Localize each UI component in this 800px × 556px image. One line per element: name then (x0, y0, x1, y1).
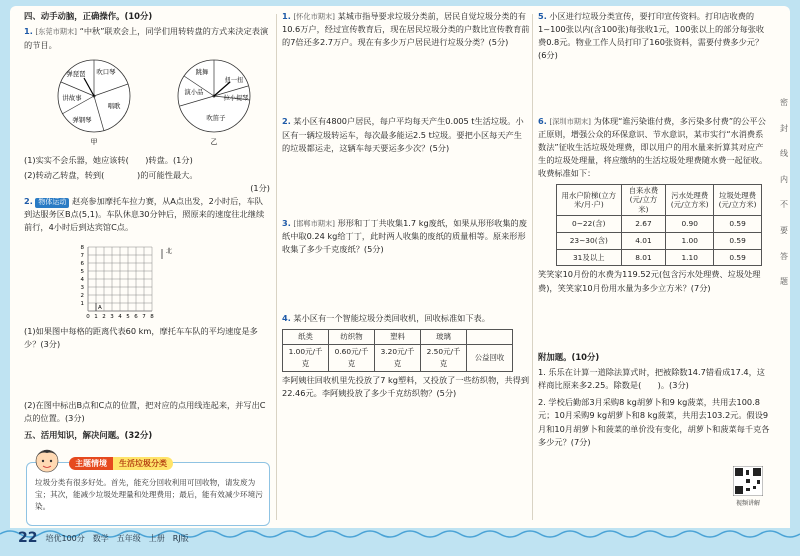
table-cell: 1.00元/千克 (283, 345, 329, 372)
wheel-jia (58, 60, 130, 146)
x-tick-label: 4 (118, 313, 122, 319)
q4-1-sub2: (2)转动乙转盘，转到( )的可能性最大。 (24, 169, 198, 180)
table-row: 31及以上 8.01 1.10 0.59 (557, 249, 762, 266)
table-row: 0~22(含) 2.67 0.90 0.59 (557, 215, 762, 232)
section5-title: 五、活用知识，解决问题。(32分) (24, 430, 153, 441)
q4-2-sub2: (2)在图中标出B点和C点的位置，把对应的点用线连起来，并写出C点的位置。(3分) (24, 399, 266, 424)
column-middle (282, 10, 530, 400)
y-tick-label: 5 (80, 268, 84, 275)
wheel1-caption: 甲 (90, 137, 98, 146)
y-tick-label: 4 (80, 276, 84, 283)
wheel1-label: 讲故事 (62, 93, 82, 102)
page-footer (18, 530, 189, 546)
wheel2-label: 跳舞 (195, 67, 209, 76)
extra-title: 附加题。(10分) (538, 351, 600, 362)
column-divider (532, 14, 533, 520)
coordinate-grid (24, 239, 270, 319)
x-tick-label: 6 (134, 313, 138, 319)
column-left (24, 10, 270, 445)
q5-6-tail: 笑笑家10月份的水费为119.52元(包含污水处理费、垃圾处理费)，笑笑家10月份用水量为多少立方米？(7分) (538, 269, 761, 293)
book-title: 培优100分 数学 五年级 上册 RJ版 (45, 533, 189, 543)
topic-box (26, 458, 270, 526)
x-tick-label: 5 (126, 313, 130, 319)
wheel2-label: 吹笛子 (206, 113, 226, 122)
wheel2-label: 演小品 (184, 87, 204, 96)
y-tick-label: 6 (80, 260, 84, 267)
table-cell: 3.20元/千克 (375, 345, 421, 372)
x-tick-label: 0 (86, 313, 90, 319)
question-5-4: 4. 某小区有一个智能垃圾分类回收机，回收标准如下表。 (282, 313, 490, 324)
wheel1-label: 唱歌 (107, 101, 121, 110)
qr-code[interactable] (728, 466, 768, 507)
table-row: 23~30(含) 4.01 1.00 0.59 (557, 232, 762, 249)
question-5-2: 2. 某小区有4800户居民，每户平均每天产生0.005 t生活垃圾。小区有一辆垃圾转运车，每次最多能运2.5 t垃圾。要把小区每天产生的垃圾都运走，这辆车每天要运多少次？(5分) (282, 116, 524, 153)
x-tick-label: 1 (94, 313, 98, 319)
page-number: 22 (18, 530, 38, 546)
table-cell: 0.60元/千克 (329, 345, 375, 372)
x-tick-label: 7 (142, 313, 146, 319)
topic-text: 垃圾分类有很多好处。首先，能充分回收利用可回收物，请发废为宝；其次，能减少垃圾处理量和处理费用；最后，能有效减少环境污染。 (35, 478, 263, 512)
table-header: 自来水费(元/立方米) (621, 185, 666, 216)
column-right (538, 10, 770, 453)
wheel2-label: 拉小提琴 (223, 94, 249, 102)
qr-label: 视频讲解 (735, 500, 760, 507)
water-fee-table (556, 184, 762, 266)
topic-badge: 物体运动 (35, 198, 69, 208)
question-5-6: 6. [深圳市期末] 为体现“谁污染谁付费，多污染多付费”的公平公正原则，增强公众的环保意识、节水意识，某市实行“水消费系数法”征收生活垃圾处理费，即以用户的用水量来折算其对应产生的垃圾处理量，将应缴纳的生活垃圾处理费随水费一起征收。收费标准如下： (538, 115, 768, 178)
table-header: 垃圾处理费(元/立方米) (714, 185, 762, 216)
wheel2-caption: 乙 (210, 137, 218, 146)
question-5-3: 3. [邯郸市期末] 形形和丁丁共收集1.7 kg废纸，如果从形形收集的废纸中取0.24 kg给丁丁，此时两人收集的废纸的质量相等。原来形形收集了多少千克废纸？(5分) (282, 217, 527, 254)
wheel1-label: 吹口琴 (96, 67, 116, 76)
table-cell: 2.50元/千克 (421, 345, 467, 372)
topic-header: 主题情境 生活垃圾分类 (69, 455, 173, 471)
table-header: 纸类 (283, 330, 329, 345)
y-tick-label: 1 (80, 300, 84, 307)
y-tick-label: 7 (80, 252, 84, 259)
table-cell: 公益回收 (467, 345, 513, 372)
section4-title: 四、动手动脑，正确操作。(10分) (24, 11, 153, 21)
table-header: 用水户阶梯(立方米/月·户) (557, 185, 622, 216)
table-header: 纺织物 (329, 330, 375, 345)
table-header: 污水处理费(元/立方米) (666, 185, 714, 216)
table-header: 玻璃 (421, 330, 467, 345)
wheel1-label: 弹钢琴 (72, 115, 92, 124)
point-a-label: A (98, 304, 102, 311)
x-tick-label: 2 (102, 313, 106, 319)
table-header: 塑料 (375, 330, 421, 345)
column-divider (276, 14, 277, 520)
extra-q1: 1. 乐乐在计算一道除法算式时，把被除数14.7错看成17.4，这样商比原来多2.25。除数是( )。(3分) (538, 367, 765, 391)
y-tick-label: 8 (80, 244, 84, 251)
question-4-2: 2. 物体运动 赵亮参加摩托车拉力赛，从A点出发，2小时后，车队到达服务区B点(5,1)。车队休息30分钟后，照原来的速度往北继续前行，4小时后到达宾馆C点。 (24, 196, 265, 233)
x-tick-label: 3 (110, 313, 114, 319)
y-tick-label: 2 (80, 292, 84, 299)
question-5-1: 1. [怀化市期末] 某城市指导要求垃圾分类前，居民自觉垃圾分类的有10.6万户，经过宣传教育后，现在居民垃圾分类的户数比宣传教育前的7倍还多2.7万户。现在有多少万户居民进行垃圾分类？(5分) (282, 11, 530, 48)
q4-2-sub1: (1)如果图中每格的距离代表60 km，摩托车车队的平均速度是多少？(3分) (24, 325, 258, 349)
y-tick-label: 3 (80, 284, 84, 291)
north-label: 北 (166, 247, 173, 255)
question-5-5: 5. 小区进行垃圾分类宣传，要打印宣传资料。打印店收费的1~100张以内(含100张)每张收1元，100张以上的部分每张收费0.8元。物业工作人员打印了160张资料，需要付费多少元？(6分) (538, 11, 765, 61)
recycle-price-table (282, 329, 513, 372)
child-mascot-icon (29, 441, 65, 475)
wheel2-label: 扭一扭 (224, 76, 244, 84)
table-header (467, 330, 513, 345)
question-4-1: 1. [东莞市期末] “中秋”联欢会上，同学们用转转盘的方式来決定表演的节目。 (24, 26, 269, 50)
x-tick-label: 8 (150, 313, 154, 319)
wheel1-label: 弹琵琶 (66, 69, 86, 78)
q5-4-tail: 李阿姨往回收机里先投放了7 kg塑料，又投放了一些纺织物，共得到22.46元。李阿姨投放了多少千克纺织物？(5分) (282, 374, 530, 398)
spinner-wheels (24, 56, 270, 148)
binding-margin-text: 密 封 线 内 不 要 答 题 (780, 98, 788, 287)
qr-code-icon (733, 466, 763, 496)
wheel-yi (178, 60, 250, 146)
q4-1-score: (1分) (250, 183, 270, 194)
q4-1-sub1: (1)实实不会乐器，她应该转( )转盘。(1分) (24, 154, 193, 165)
extra-q2: 2. 学校后勤部3月采购8 kg胡萝卜和9 kg菠菜，共用去100.8元；10月采购9 kg胡萝卜和8 kg菠菜，共用去103.2元。假设9月和10月胡萝卜和菠菜的单价没有变化，胡萝卜和菠菜每千克各多少元？(7分) (538, 397, 770, 447)
